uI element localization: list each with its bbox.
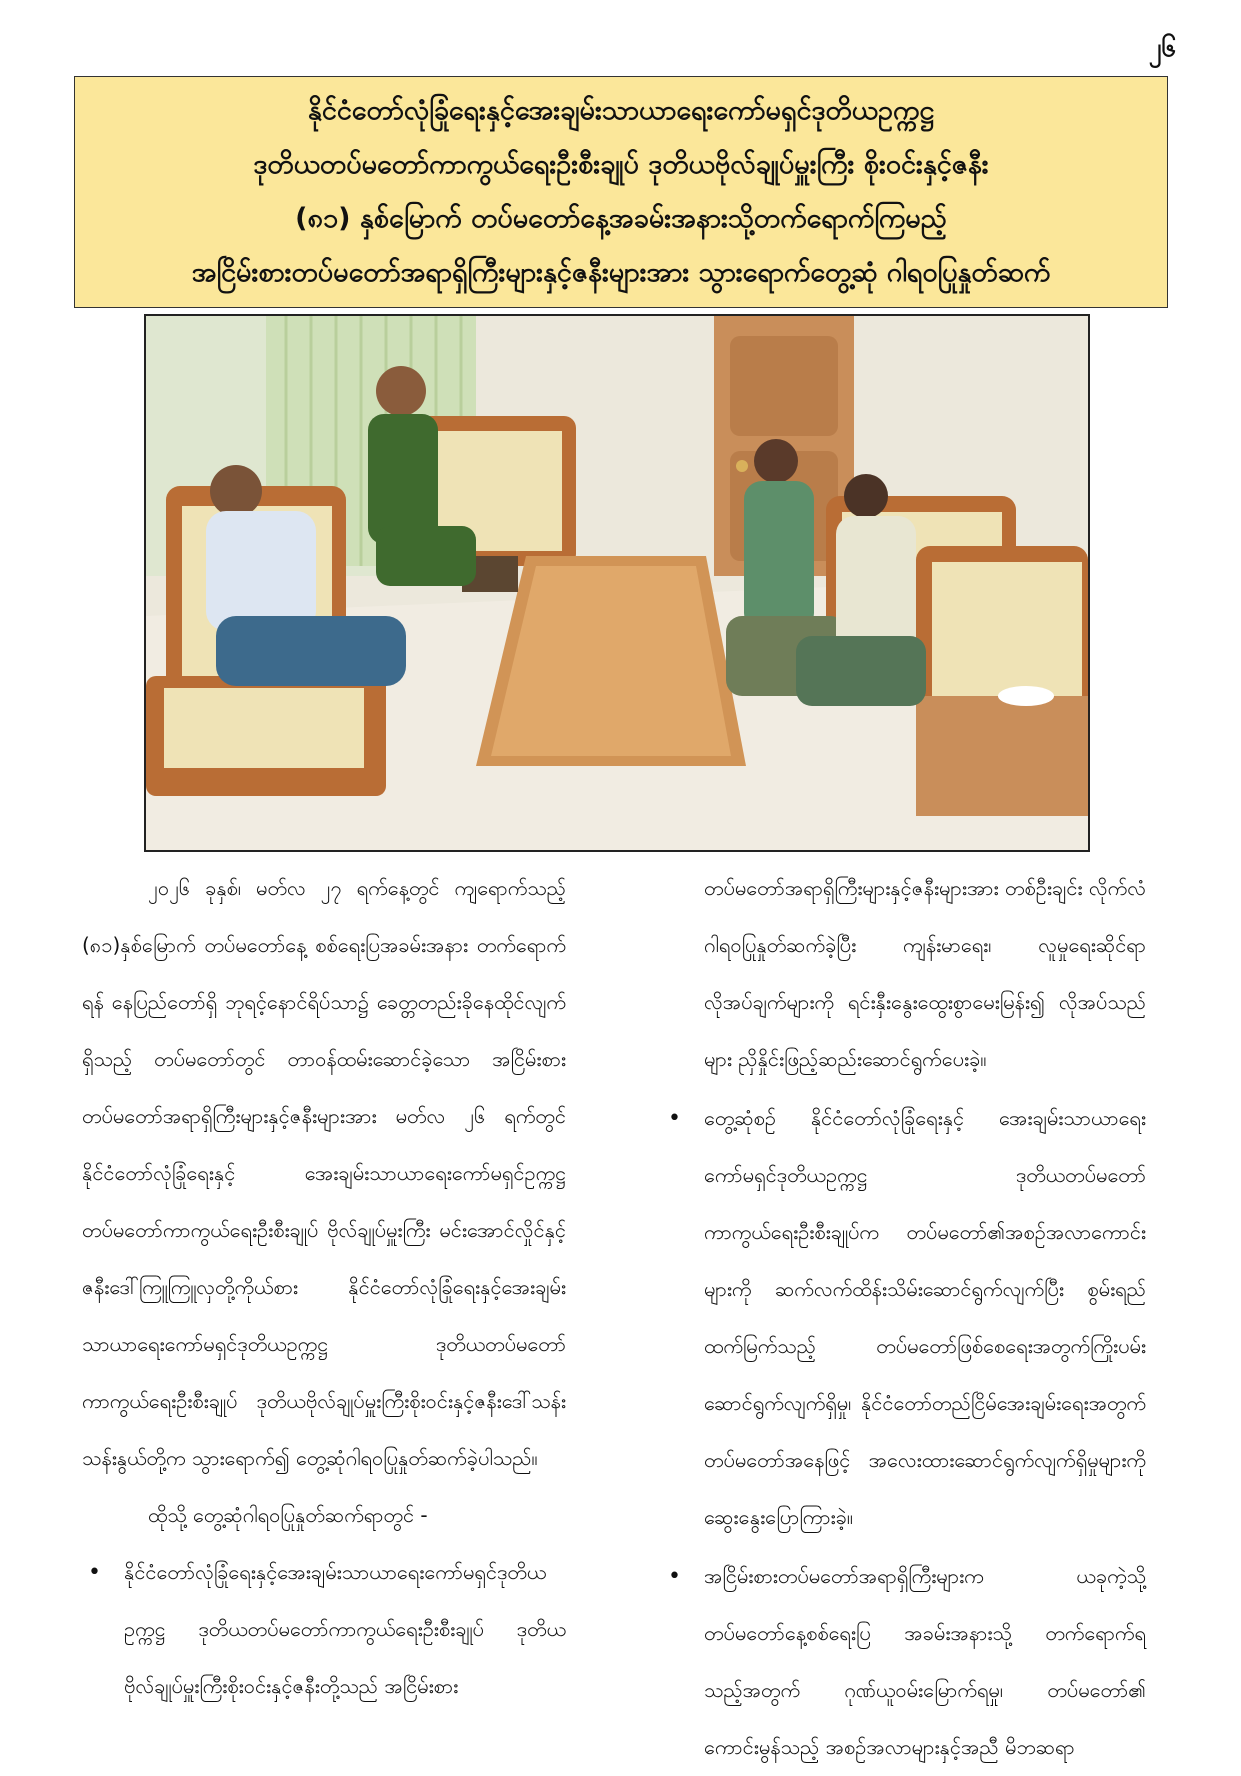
- page-number: ၂၆: [1148, 33, 1176, 63]
- bullet-item-2-text: တွေ့ဆုံစဉ် နိုင်ငံတော်လုံခြုံရေးနှင့် အေးချမ်းသာယာရေးကော်မရှင်ဒုတိယဥက္ကဋ္ဌ ဒုတိယတပ်မတော်ကာကွယ်ရေးဦးစီးချုပ်က တပ်မတော်၏အစဉ်အလာကောင်းများကို ဆက်လက်ထိန်းသိမ်းဆောင်ရွက်လျက်ပြီး စွမ်းရည်ထက်မြက်သည့် တပ်မတော်ဖြစ်စေရေးအတွက်ကြိုးပမ်းဆောင်ရွက်လျက်ရှိမှု၊ နိုင်ငံတော်တည်ငြိမ်အေးချမ်းရေးအတွက် တပ်မတော်အနေဖြင့် အလေးထားဆောင်ရွက်လျက်ရှိမှုများကို ဆွေးနွေးပြောကြားခဲ့။: [704, 1106, 1146, 1529]
- meeting-room-photo: [146, 316, 1088, 850]
- headline-line-2: ဒုတိယတပ်မတော်ကာကွယ်ရေးဦးစီးချုပ် ဒုတိယဗိုလ်ချုပ်မှူးကြီး စိုးဝင်းနှင့်ဇနီး: [253, 149, 989, 180]
- news-photo: [144, 314, 1090, 852]
- bullet-dot-icon: •: [88, 1560, 101, 1585]
- left-column: [82, 860, 566, 1715]
- headline-box: [74, 76, 1168, 308]
- right-column: [662, 860, 1146, 1776]
- bullet-item-3-text: အငြိမ်းစားတပ်မတော်အရာရှိကြီးများက ယခုကဲ့သို့ တပ်မတော်နေ့စစ်ရေးပြ အခမ်းအနားသို့ တက်ရောက်ရသည့်အတွက် ဂုဏ်ယူဝမ်းမြောက်ရမှု၊ တပ်မတော်၏ ကောင်းမွန်သည့် အစဉ်အလာများနှင့်အညီ မိဘဆရာ: [704, 1564, 1146, 1759]
- bullet-item-3: [662, 1548, 1146, 1776]
- article-paragraph-2: ထိုသို့ တွေ့ဆုံဂါရဝပြုနှုတ်ဆက်ရာတွင် -: [148, 1503, 428, 1527]
- bullet-dot-icon: •: [668, 1106, 681, 1131]
- bullet-1-continuation: တပ်မတော်အရာရှိကြီးများနှင့်ဇနီးများအား တစ်ဦးချင်း လိုက်လံဂါရဝပြုနှုတ်ဆက်ခဲ့ပြီး ကျန်းမာရေး၊ လူမှုရေးဆိုင်ရာလိုအပ်ချက်များကို ရင်းနှီးနွေးထွေးစွာမေးမြန်း၍ လိုအပ်သည်များ ညှိနှိုင်းဖြည့်ဆည်းဆောင်ရွက်ပေးခဲ့။: [704, 876, 1146, 1071]
- article-paragraph-1: ၂၀၂၆ ခုနှစ်၊ မတ်လ ၂၇ ရက်နေ့တွင် ကျရောက်သည့် (၈၁)နှစ်မြောက် တပ်မတော်နေ့ စစ်ရေးပြအခမ်းအနား တက်ရောက်ရန် နေပြည်တော်ရှိ ဘုရင့်နောင်ရိပ်သာ၌ ခေတ္တတည်းခိုနေထိုင်လျက်ရှိသည့် တပ်မတော်တွင် တာဝန်ထမ်းဆောင်ခဲ့သော အငြိမ်းစားတပ်မတော်အရာရှိကြီးများနှင့်ဇနီးများအား မတ်လ ၂၆ ရက်တွင် နိုင်ငံတော်လုံခြုံရေးနှင့် အေးချမ်းသာယာရေးကော်မရှင်ဥက္ကဋ္ဌ တပ်မတော်ကာကွယ်ရေးဦးစီးချုပ် ဗိုလ်ချုပ်မှူးကြီး မင်းအောင်လှိုင်နှင့်ဇနီးဒေါ်ကြူကြူလှတို့ကိုယ်စား နိုင်ငံတော်လုံခြုံရေးနှင့်အေးချမ်းသာယာရေးကော်မရှင်ဒုတိယဥက္ကဋ္ဌ ဒုတိယတပ်မတော်ကာကွယ်ရေးဦးစီးချုပ် ဒုတိယဗိုလ်ချုပ်မှူးကြီးစိုးဝင်းနှင့်ဇနီးဒေါ်သန်းသန်းနွယ်တို့က သွားရောက်၍ တွေ့ဆုံဂါရဝပြုနှုတ်ဆက်ခဲ့ပါသည်။: [82, 876, 566, 1470]
- headline-line-3: (၈၁) နှစ်မြောက် တပ်မတော်နေ့အခမ်းအနားသို့တက်ရောက်ကြမည့်: [295, 203, 947, 234]
- bullet-item-1-text: နိုင်ငံတော်လုံခြုံရေးနှင့်အေးချမ်းသာယာရေးကော်မရှင်ဒုတိယဥက္ကဋ္ဌ ဒုတိယတပ်မတော်ကာကွယ်ရေးဦးစီးချုပ် ဒုတိယဗိုလ်ချုပ်မှူးကြီးစိုးဝင်းနှင့်ဇနီးတို့သည် အငြိမ်းစား: [124, 1560, 566, 1698]
- bullet-dot-icon: •: [668, 1564, 681, 1589]
- headline-line-1: နိုင်ငံတော်လုံခြုံရေးနှင့်အေးချမ်းသာယာရေးကော်မရှင်ဒုတိယဥက္ကဋ္ဌ: [307, 95, 935, 126]
- headline-line-4: အငြိမ်းစားတပ်မတော်အရာရှိကြီးများနှင့်ဇနီးများအား သွားရောက်တွေ့ဆုံ ဂါရဝပြုနှုတ်ဆက်: [191, 257, 1051, 288]
- bullet-item-2: [662, 1090, 1146, 1546]
- bullet-item-1: [82, 1544, 566, 1715]
